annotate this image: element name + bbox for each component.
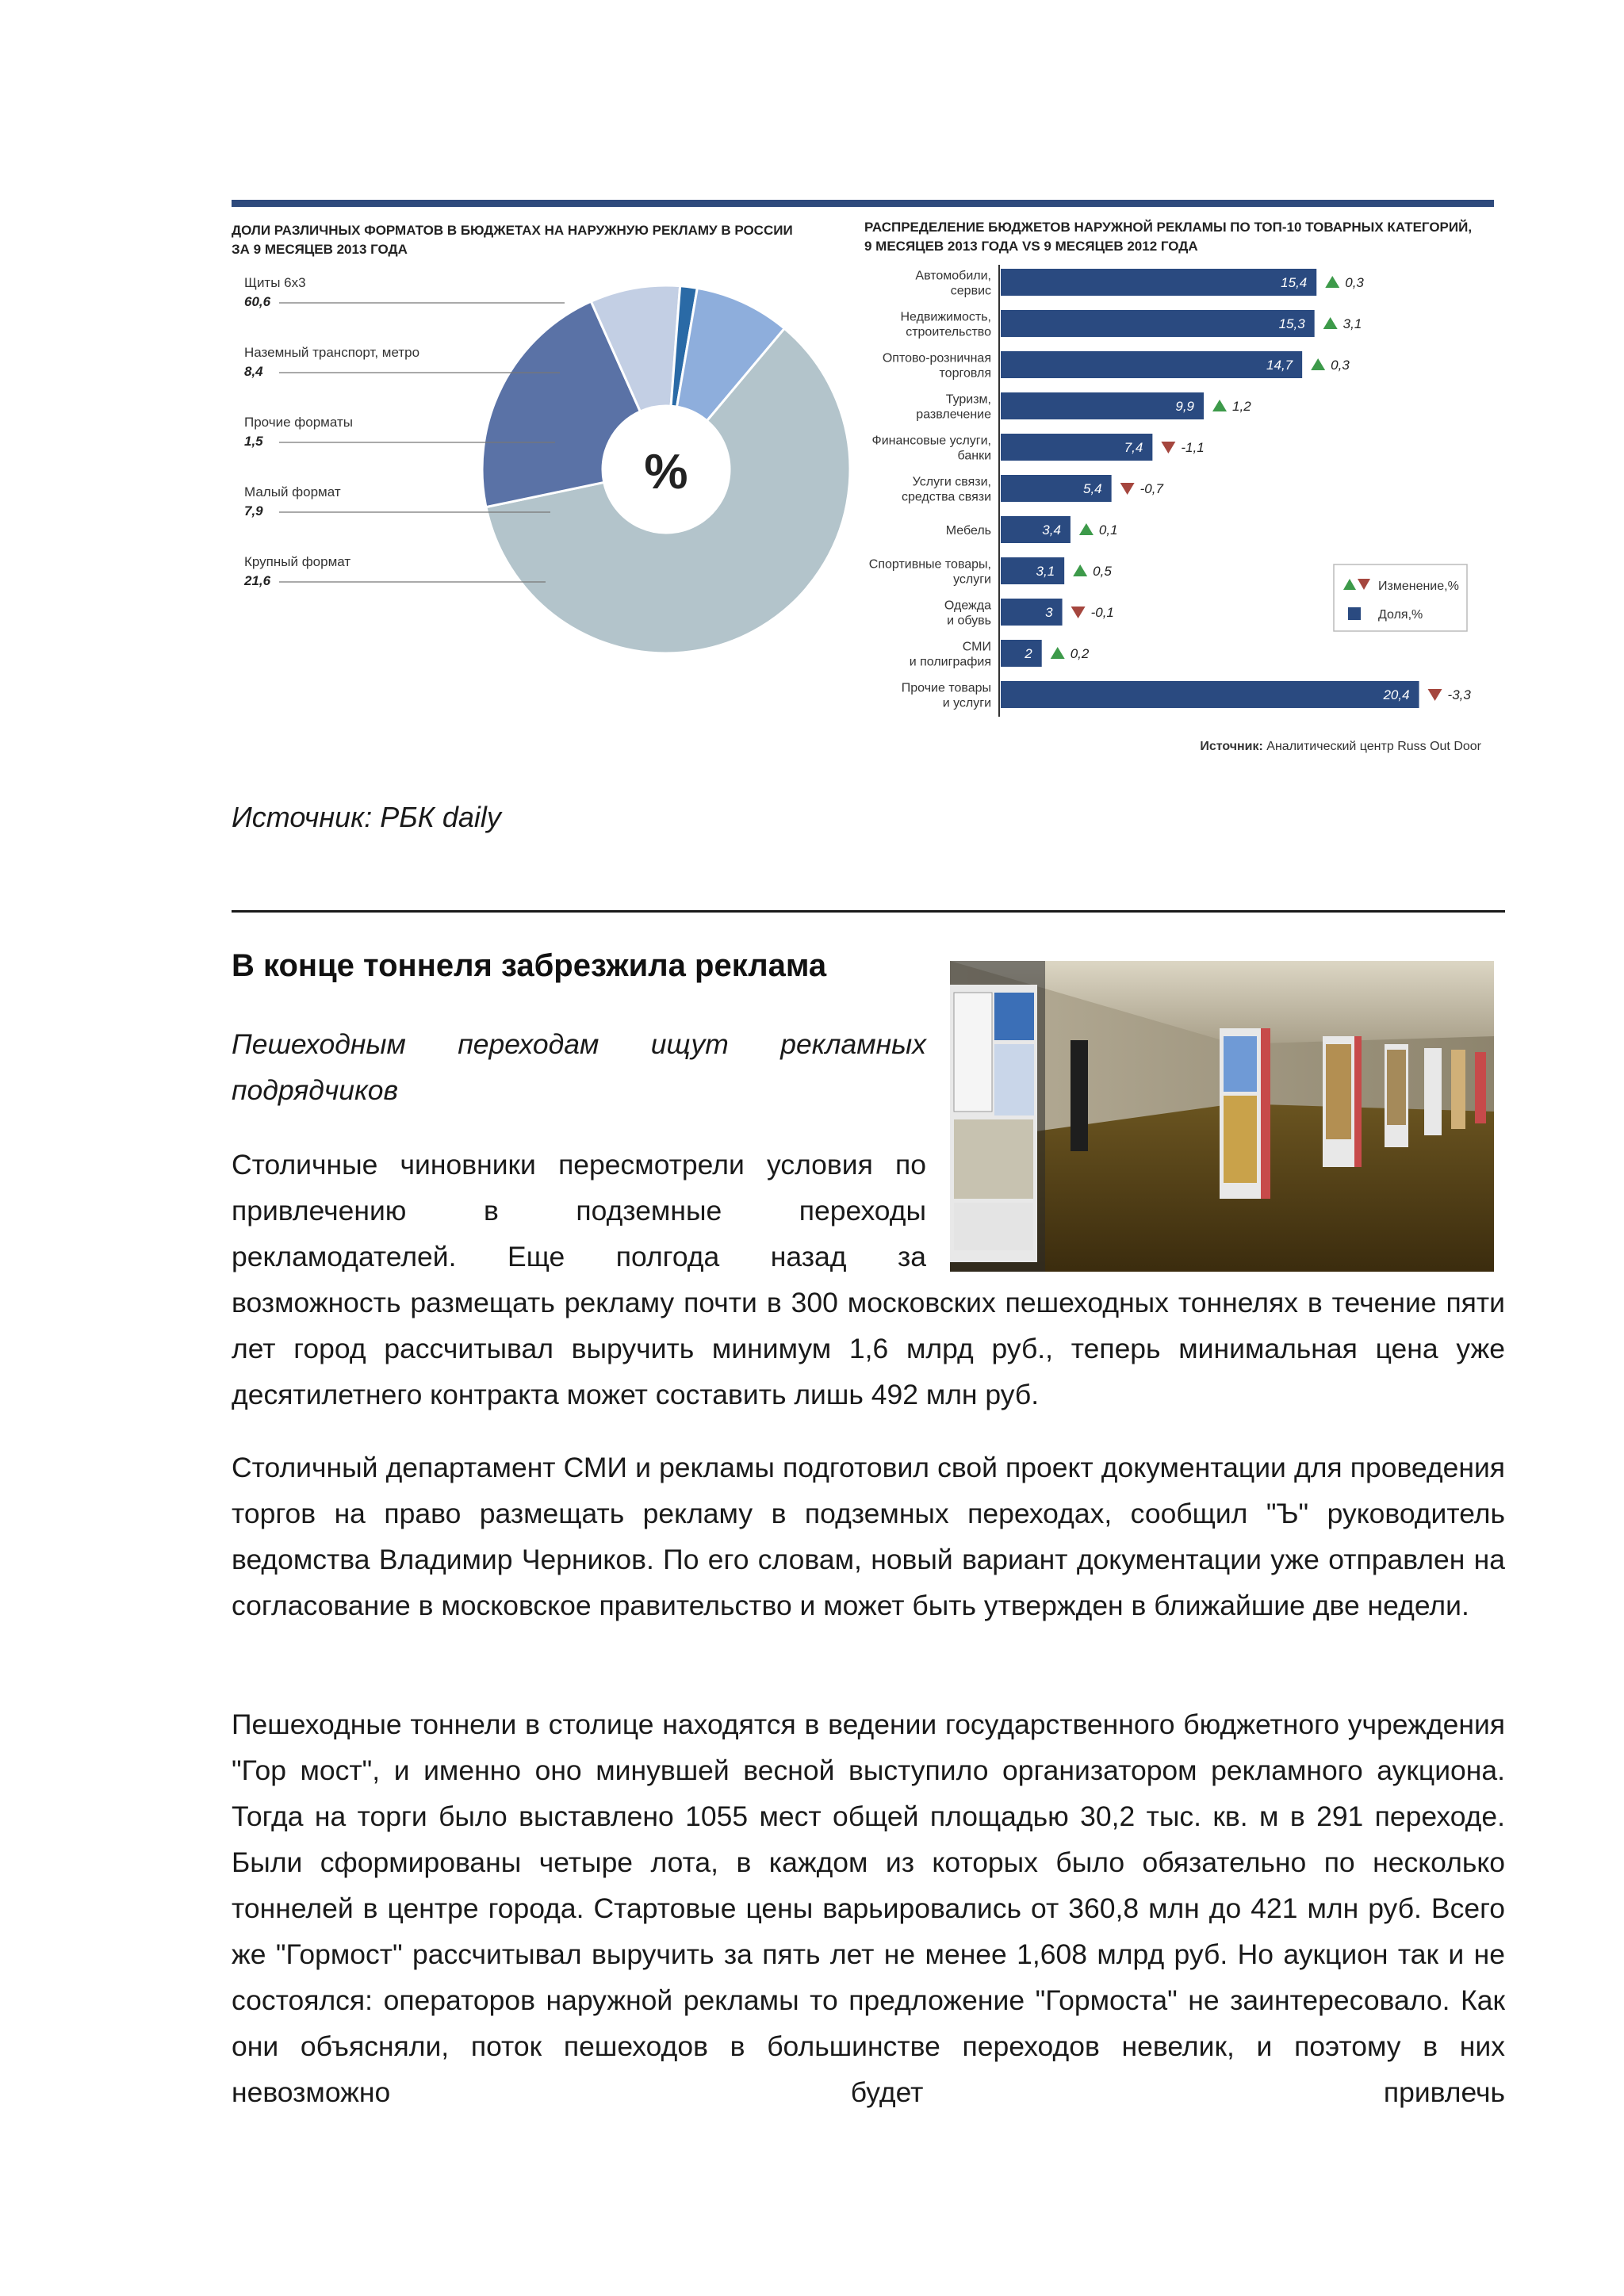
change-down-icon bbox=[1428, 689, 1442, 701]
bar bbox=[1001, 392, 1204, 419]
bar-change-label: 0,1 bbox=[1098, 522, 1118, 538]
pie-legend-label: Прочие форматы bbox=[244, 415, 353, 430]
change-up-icon bbox=[1051, 647, 1065, 659]
article-subheadline: Пешеходным переходам ищут рекламных подрядчиков bbox=[232, 1028, 926, 1106]
pie-legend-label: Малый формат bbox=[244, 484, 341, 499]
change-up-icon bbox=[1325, 276, 1339, 288]
pie-legend-value: 60,6 bbox=[244, 294, 271, 309]
change-up-icon bbox=[1079, 523, 1094, 535]
pie-legend-value: 7,9 bbox=[244, 503, 263, 519]
bar-category-label: торговля bbox=[939, 366, 991, 381]
bar bbox=[1001, 310, 1315, 337]
bar-change-label: 3,1 bbox=[1342, 316, 1362, 331]
bar-chart-title bbox=[864, 220, 1472, 254]
bar-category-label: Туризм, bbox=[945, 392, 991, 407]
pie-chart-title bbox=[232, 223, 793, 257]
bar-change-label: -1,1 bbox=[1181, 440, 1205, 455]
bar-category-label: банки bbox=[957, 449, 991, 463]
pie-legend-label: Наземный транспорт, метро bbox=[244, 345, 420, 360]
paragraph-3: Пешеходные тоннели в столице находятся в ведении государственного бюджетного учреждения "Гор мост", и именно оно минувшей весной выступило организатором рекламного аукциона. Тогда на торги было выставлено 1055 мест общей площадью 30,2 тыс. кв. м в 291 переходе. Были сформированы четыре лота, в каждом из которых было обязательно по несколько тоннелей в центре города. Стартовые цены варьировались от 360,8 млн до 421 млн руб. Всего же "Гормост" рассчитывал выручить за пять лет не менее 1,608 млрд руб. Но аукцион так и не состоялся: операторов наружной рекламы то предложение "Гормоста" не заинтересовало. Как они объясняли, поток пешеходов в большинстве переходов невелик, и поэтому в них невозможно будет привлечь bbox=[232, 1709, 1505, 2108]
bar-category-label: Автомобили, bbox=[915, 269, 991, 283]
bar-change-label: -0,1 bbox=[1090, 605, 1114, 620]
bar-category-label: Спортивные товары, bbox=[868, 557, 991, 572]
underpass-photo-illustration bbox=[950, 961, 1494, 1272]
bar-category-label: Недвижимость, bbox=[900, 310, 991, 324]
bar-category-label: Мебель bbox=[945, 524, 991, 538]
bar-change-label: -3,3 bbox=[1447, 687, 1471, 702]
bar-change-label: 0,2 bbox=[1070, 646, 1090, 661]
bar-value-label: 15,4 bbox=[1281, 275, 1308, 290]
bar-category-label: и обувь bbox=[947, 614, 991, 628]
bar-category-label: сервис bbox=[950, 284, 991, 298]
bar-chart-legend bbox=[1334, 564, 1467, 631]
bar bbox=[1001, 351, 1302, 378]
pie-chart bbox=[482, 285, 850, 653]
paragraph-1-intro: Столичные чиновники пересмотрели условия по привлечению в подземные переходы рекламодателей. Еще полгода назад за bbox=[232, 1149, 926, 1272]
bar-category-label: и полиграфия bbox=[909, 655, 991, 669]
bar bbox=[1001, 599, 1063, 626]
paragraph-1-continuation: возможность размещать рекламу почти в 300 московских пешеходных тоннелях в течение пяти лет город рассчитывал выручить минимум 1,6 млрд руб., теперь минимальная цена уже десятилетнего контракта может составить лишь 492 млн руб. bbox=[232, 1287, 1505, 1410]
pie-title-line: ЗА 9 МЕСЯЦЕВ 2013 ГОДА bbox=[232, 242, 408, 257]
bar-value-label: 3,1 bbox=[1036, 564, 1055, 579]
bar-value-label: 3 bbox=[1045, 605, 1053, 620]
chart-source bbox=[1200, 740, 1481, 753]
bar-value-label: 15,3 bbox=[1278, 316, 1305, 331]
bar-change-label: 1,2 bbox=[1232, 399, 1251, 414]
pie-legend-label: Щиты 6x3 bbox=[244, 275, 306, 290]
change-up-icon bbox=[1212, 400, 1227, 411]
infographic-top-bar bbox=[232, 200, 1494, 207]
change-up-icon bbox=[1073, 564, 1087, 576]
pie-title-line: ДОЛИ РАЗЛИЧНЫХ ФОРМАТОВ В БЮДЖЕТАХ НА НАРУЖНУЮ РЕКЛАМУ В РОССИИ bbox=[232, 223, 793, 238]
pie-legend-value: 1,5 bbox=[244, 434, 263, 449]
bar bbox=[1001, 681, 1419, 708]
pie-legend-value: 21,6 bbox=[244, 573, 271, 588]
bar-category-label: Прочие товары bbox=[901, 681, 991, 695]
bar-value-label: 5,4 bbox=[1083, 481, 1102, 496]
bar-value-label: 9,9 bbox=[1175, 399, 1195, 414]
bar-value-label: 2 bbox=[1025, 646, 1032, 661]
bar-category-label: средства связи bbox=[901, 490, 991, 504]
pie-center-label: % bbox=[644, 445, 688, 499]
bar-category-label: строительство bbox=[906, 325, 991, 339]
bar-category-label: Финансовые услуги, bbox=[871, 434, 991, 448]
bar-chart bbox=[869, 265, 1472, 717]
bar-category-label: СМИ bbox=[962, 640, 991, 654]
infographic-svg bbox=[232, 200, 1494, 771]
bar-change-label: 0,3 bbox=[1331, 358, 1350, 373]
bar-value-label: 7,4 bbox=[1124, 440, 1143, 455]
change-down-icon bbox=[1071, 607, 1086, 618]
chart-source-text: Источник: Аналитический центр Russ Out Door bbox=[1200, 740, 1481, 753]
bar-category-label: Оптово-розничная bbox=[882, 351, 991, 365]
pie-legend-label: Крупный формат bbox=[244, 554, 351, 569]
bar-value-label: 3,4 bbox=[1042, 522, 1061, 538]
change-down-icon bbox=[1120, 483, 1135, 495]
bar-title-line: 9 МЕСЯЦЕВ 2013 ГОДА VS 9 МЕСЯЦЕВ 2012 ГОДА bbox=[864, 239, 1198, 254]
change-up-icon bbox=[1323, 317, 1338, 329]
bar-value-label: 20,4 bbox=[1383, 687, 1410, 702]
article-photo bbox=[950, 961, 1494, 1272]
legend-share-label: Доля,% bbox=[1378, 608, 1423, 622]
bar-title-line: РАСПРЕДЕЛЕНИЕ БЮДЖЕТОВ НАРУЖНОЙ РЕКЛАМЫ ПО ТОП-10 ТОВАРНЫХ КАТЕГОРИЙ, bbox=[864, 220, 1473, 235]
bar-value-label: 14,7 bbox=[1266, 358, 1293, 373]
change-down-icon bbox=[1161, 442, 1175, 453]
paragraph-2: Столичный департамент СМИ и рекламы подготовил свой проект документации для проведения торгов на право размещать рекламу в подземных переходах, сообщил "Ъ" руководитель ведомства Владимир Черников. По его словам, новый вариант документации уже отправлен на согласование в московское правительство и может быть утвержден в ближайшие две недели. bbox=[232, 1452, 1505, 1621]
article-headline: В конце тоннеля забрезжила реклама bbox=[232, 948, 827, 983]
source-caption: Источник: РБК daily bbox=[232, 801, 501, 833]
legend-share-swatch bbox=[1348, 607, 1361, 620]
bar bbox=[1001, 640, 1042, 667]
bar-change-label: 0,3 bbox=[1345, 275, 1364, 290]
bar bbox=[1001, 269, 1316, 296]
bar-change-label: -0,7 bbox=[1139, 481, 1163, 496]
section-divider bbox=[232, 910, 1505, 913]
change-up-icon bbox=[1311, 358, 1325, 370]
legend-change-label: Изменение,% bbox=[1378, 580, 1459, 593]
bar-category-label: Услуги связи, bbox=[912, 475, 991, 489]
bar-change-label: 0,5 bbox=[1093, 564, 1112, 579]
bar-category-label: и услуги bbox=[942, 696, 991, 710]
infographic bbox=[232, 200, 1494, 771]
bar-category-label: развлечение bbox=[916, 408, 991, 422]
bar-category-label: Одежда bbox=[944, 599, 991, 613]
bar-category-label: услуги bbox=[953, 572, 991, 587]
pie-legend-value: 8,4 bbox=[244, 364, 263, 379]
